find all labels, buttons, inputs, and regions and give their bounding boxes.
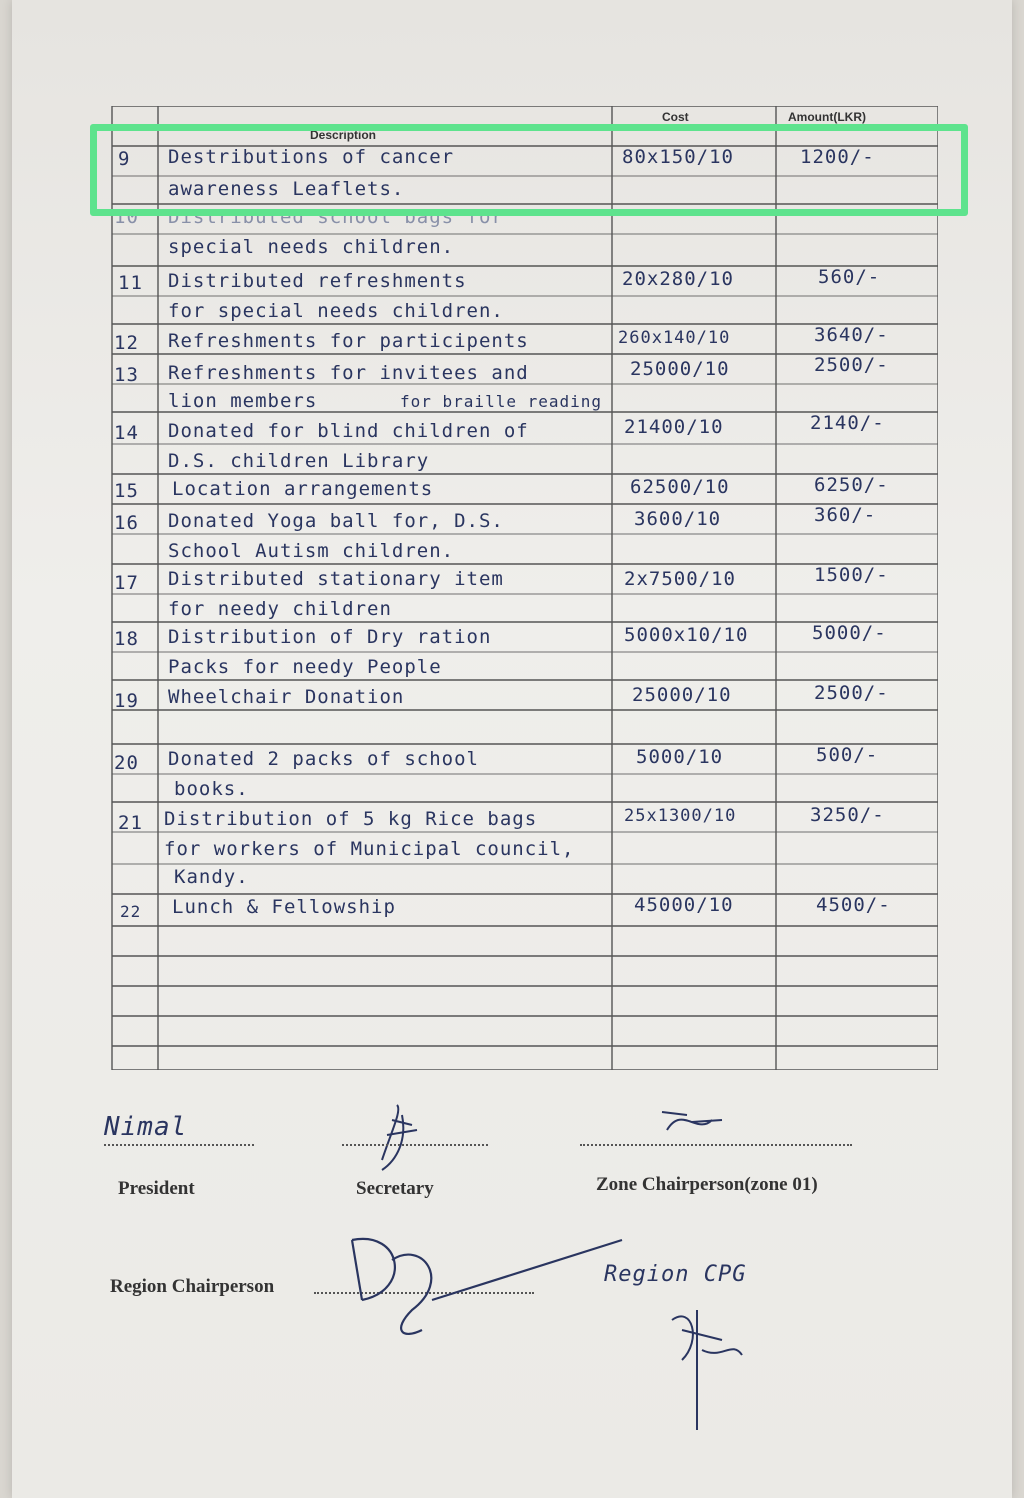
row-description: awareness Leaflets. bbox=[168, 178, 405, 200]
row-no: 12 bbox=[114, 332, 139, 354]
row-amount: 2140/- bbox=[810, 412, 885, 434]
row-amount: 4500/- bbox=[816, 894, 891, 916]
row-cost: 45000/10 bbox=[634, 894, 734, 916]
row-description: books. bbox=[174, 778, 249, 800]
row-no: 10 bbox=[114, 206, 139, 228]
row-description: Kandy. bbox=[174, 866, 249, 888]
row-cost: 62500/10 bbox=[630, 476, 730, 498]
row-no: 18 bbox=[114, 628, 139, 650]
row-description: Donated 2 packs of school bbox=[168, 748, 479, 770]
row-description: for needy children bbox=[168, 598, 392, 620]
secretary-signature bbox=[342, 1100, 492, 1180]
president-label: President bbox=[118, 1178, 195, 1199]
header-amount: Amount(LKR) bbox=[788, 110, 866, 124]
row-amount: 1500/- bbox=[814, 564, 889, 586]
row-description: for special needs children. bbox=[168, 300, 504, 322]
row-note: for braille reading bbox=[400, 392, 603, 411]
row-cost: 20x280/10 bbox=[622, 268, 734, 290]
row-cost: 5000/10 bbox=[636, 746, 724, 768]
zone-sign-line bbox=[580, 1144, 852, 1146]
row-description: special needs children. bbox=[168, 236, 455, 258]
row-no: 17 bbox=[114, 572, 139, 594]
row-no: 14 bbox=[114, 422, 139, 444]
row-amount: 2500/- bbox=[814, 682, 889, 704]
region-note: Region CPG bbox=[604, 1262, 747, 1287]
row-description: Refreshments for invitees and bbox=[168, 362, 529, 384]
row-no: 15 bbox=[114, 480, 139, 502]
document-page bbox=[12, 0, 1012, 1498]
row-no: 9 bbox=[118, 148, 131, 170]
region-label: Region Chairperson bbox=[110, 1276, 275, 1297]
region-signature bbox=[332, 1220, 632, 1350]
row-amount: 360/- bbox=[814, 504, 877, 526]
row-cost: 21400/10 bbox=[624, 416, 724, 438]
row-cost: 25x1300/10 bbox=[624, 806, 737, 826]
row-no: 11 bbox=[118, 272, 143, 294]
row-cost: 5000x10/10 bbox=[624, 624, 749, 646]
secretary-label: Secretary bbox=[356, 1178, 434, 1199]
region-note-signature bbox=[652, 1300, 762, 1440]
row-cost: 25000/10 bbox=[632, 684, 732, 706]
row-no: 20 bbox=[114, 752, 139, 774]
president-sign-line bbox=[104, 1144, 254, 1146]
row-cost: 80x150/10 bbox=[622, 146, 734, 168]
row-description: lion members bbox=[168, 390, 318, 412]
header-description: Description bbox=[310, 128, 377, 142]
row-amount: 500/- bbox=[816, 744, 879, 766]
president-signature: Nimal bbox=[104, 1112, 188, 1142]
row-description: Distribution of 5 kg Rice bags bbox=[164, 808, 538, 830]
row-amount: 3250/- bbox=[810, 804, 885, 826]
row-no: 19 bbox=[114, 690, 139, 712]
row-no: 13 bbox=[114, 364, 139, 386]
row-amount: 2500/- bbox=[814, 354, 889, 376]
row-description: Refreshments for participents bbox=[168, 330, 529, 352]
zone-label: Zone Chairperson(zone 01) bbox=[596, 1174, 818, 1195]
row-cost: 260x140/10 bbox=[618, 328, 731, 348]
row-no: 22 bbox=[120, 902, 142, 921]
row-description: Distributed refreshments bbox=[168, 270, 467, 292]
row-description: Packs for needy People bbox=[168, 656, 442, 678]
row-amount: 560/- bbox=[818, 266, 881, 288]
row-description: Donated Yoga ball for, D.S. bbox=[168, 510, 504, 532]
row-description: Distributed school bags for bbox=[168, 206, 504, 228]
row-description: Wheelchair Donation bbox=[168, 686, 405, 708]
row-description: Distribution of Dry ration bbox=[168, 626, 492, 648]
row-cost: 25000/10 bbox=[630, 358, 730, 380]
row-no: 16 bbox=[114, 512, 139, 534]
row-description: School Autism children. bbox=[168, 540, 455, 562]
row-amount: 5000/- bbox=[812, 622, 887, 644]
row-amount: 6250/- bbox=[814, 474, 889, 496]
row-description: Distributed stationary item bbox=[168, 568, 504, 590]
row-cost: 3600/10 bbox=[634, 508, 722, 530]
row-description: Lunch & Fellowship bbox=[172, 896, 396, 918]
header-cost: Cost bbox=[662, 110, 689, 124]
row-cost: 2x7500/10 bbox=[624, 568, 736, 590]
secretary-sign-line bbox=[342, 1144, 488, 1146]
row-description: Destributions of cancer bbox=[168, 146, 455, 168]
row-description: D.S. children Library bbox=[168, 450, 430, 472]
row-no: 21 bbox=[118, 812, 143, 834]
highlight-box bbox=[90, 124, 968, 216]
row-amount: 1200/- bbox=[800, 146, 875, 168]
row-description: Donated for blind children of bbox=[168, 420, 529, 442]
row-description: Location arrangements bbox=[172, 478, 434, 500]
row-description: for workers of Municipal council, bbox=[164, 838, 575, 860]
row-amount: 3640/- bbox=[814, 324, 889, 346]
expense-table bbox=[100, 106, 938, 1070]
zone-signature bbox=[652, 1100, 742, 1140]
